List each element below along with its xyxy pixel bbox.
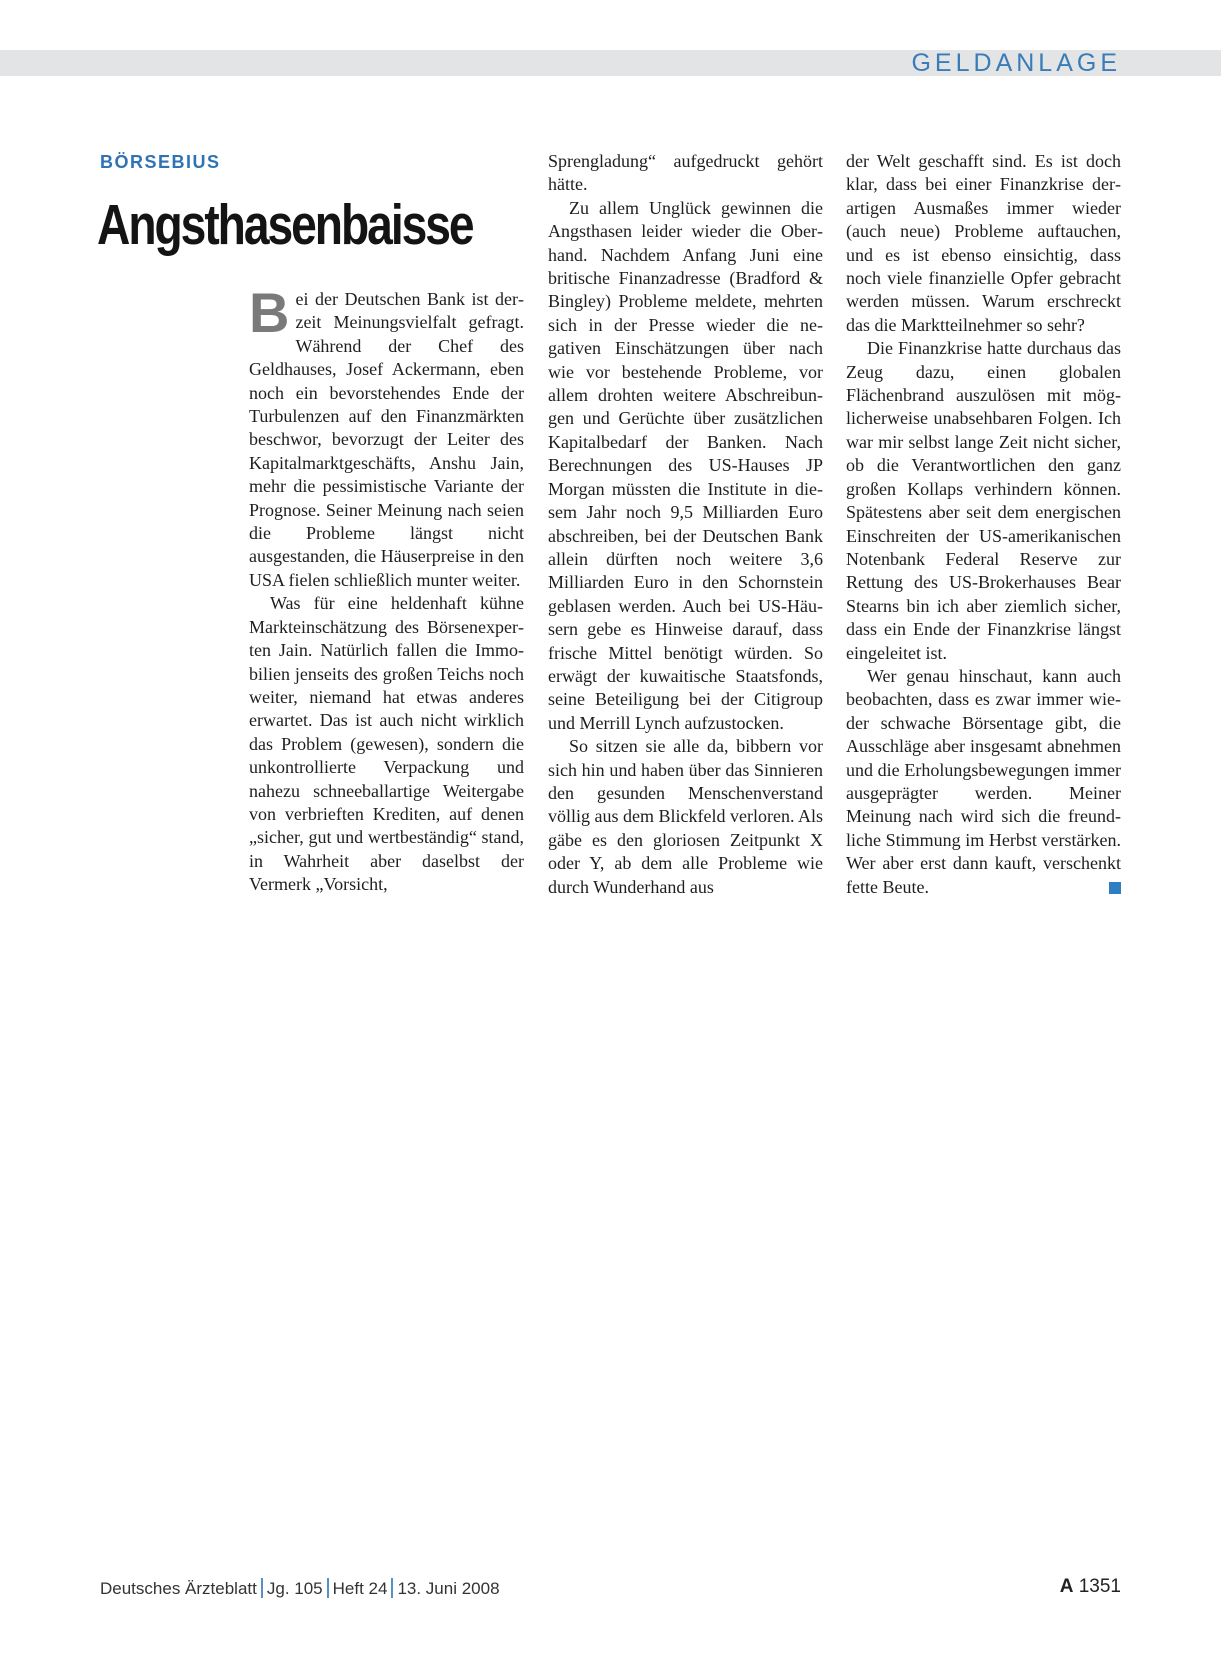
journal-volume: Jg. 105 bbox=[266, 1579, 323, 1598]
journal-name: Deutsches Ärzteblatt bbox=[100, 1579, 257, 1598]
article-column-2 bbox=[548, 150, 823, 899]
page-number-value: 1351 bbox=[1078, 1576, 1121, 1597]
separator bbox=[261, 1578, 263, 1598]
journal-issue: Heft 24 bbox=[332, 1579, 388, 1598]
page-prefix: A bbox=[1059, 1576, 1074, 1597]
section-label: GELDANLAGE bbox=[911, 49, 1121, 77]
footer-citation bbox=[100, 1578, 500, 1600]
separator bbox=[391, 1578, 393, 1598]
paragraph bbox=[249, 281, 524, 592]
paragraph-text: Wer genau hinschaut, kann auch beobachten, dass es zwar immer wieder schwache Börsentage gibt, die Ausschläge aber insgesamt abnehmen und die Erholungsbewegungen immer ausgeprägter werden. Meiner Meinung nach wird sich die freundliche Stimmung im Herbst verstärken. Wer aber erst dann kauft, verschenkt fette Beute. bbox=[846, 665, 1121, 897]
separator bbox=[327, 1578, 329, 1598]
dropcap: B bbox=[249, 281, 290, 344]
paragraph: Sprengladung“ aufgedruckt gehört hätte. bbox=[548, 151, 823, 195]
article-title: Angsthasenbaisse bbox=[97, 193, 473, 257]
paragraph: Was für eine heldenhaft kühne Markteinschätzung des Börsenexperten Jain. Natürlich fallen die Immobilien jenseits des großen Teichs noch weiter, niemand hat etwas anderes erwartet. Das ist auch nicht wirklich das Problem (gewesen), sondern die unkontrollierte Verpackung und nahezu schneeballartige Weitergabe von verbrieften Krediten, auf denen „sicher, gut und wertbeständig“ stand, in Wahrheit aber daselbst der Vermerk „Vorsicht, bbox=[249, 593, 524, 895]
paragraph-text: ei der Deutschen Bank ist derzeit Meinungsvielfalt gefragt. Während der Chef des Geldhauses, Josef Ackermann, eben noch ein bevorstehendes Ende der Turbulenzen auf den Finanzmärkten beschwor, bevorzugt der Leiter des Kapitalmarktgeschäfts, Anshu Jain, mehr die pessimistische Variante der Prognose. Seiner Meinung nach seien die Probleme längst nicht ausgestanden, die Häuserpreise in den USA fielen schließlich munter weiter. bbox=[249, 289, 524, 590]
paragraph bbox=[846, 665, 1121, 899]
issue-date: 13. Juni 2008 bbox=[397, 1579, 500, 1598]
page-number bbox=[1060, 1575, 1121, 1599]
paragraph: So sitzen sie alle da, bibbern vor sich hin und haben über das Sinnieren den gesunden Menschenverstand völlig aus dem Blickfeld verloren. Als gäbe es den gloriosen Zeitpunkt X oder Y, ab dem alle Probleme wie durch Wunderhand aus bbox=[548, 736, 823, 897]
article-column-3 bbox=[846, 150, 1121, 899]
paragraph: der Welt geschafft sind. Es ist doch klar, dass bei einer Finanzkrise derartigen Ausmaßes immer wieder (auch neue) Probleme auftauchen, und es ist ebenso einsichtig, dass noch viele finanzielle Opfer gebracht werden müssen. Warum erschreckt das die Marktteilnehmer so sehr? bbox=[846, 151, 1121, 335]
article-kicker: BÖRSEBIUS bbox=[100, 152, 221, 172]
end-of-article-square-icon bbox=[1109, 882, 1121, 894]
article-column-1 bbox=[249, 281, 524, 897]
paragraph: Zu allem Unglück gewinnen die Angsthasen leider wieder die Oberhand. Nachdem Anfang Juni eine britische Finanzadresse (Bradford & Bingley) Probleme meldete, mehrten sich in der Presse wieder die negativen Einschätzungen über nach wie vor bestehende Probleme, vor allem drohten weitere Abschreibungen und Gerüchte über zusätzlichen Kapitalbedarf der Banken. Nach Berechnungen des US-Hauses JP Morgan müssten die Institute in diesem Jahr noch 9,5 Milliarden Euro abschreiben, bei der Deutschen Bank allein dürften noch weitere 3,6 Milliarden Euro in den Schornstein geblasen werden. Auch bei US-Häusern gebe es Hinweise darauf, dass frische Mittel benötigt würden. So erwägt der kuwaitische Staatsfonds, seine Beteiligung bei der Citigroup und Merrill Lynch aufzustocken. bbox=[548, 197, 823, 733]
paragraph: Die Finanzkrise hatte durchaus das Zeug dazu, einen globalen Flächenbrand auszulösen mit möglicherweise unabsehbaren Folgen. Ich war mir selbst lange Zeit nicht sicher, ob die Verantwortlichen den ganz großen Kollaps verhindern können. Spätestens aber seit dem energischen Einschreiten der US-amerikanischen Notenbank Federal Reserve zur Rettung des US-Brokerhauses Bear Stearns bin ich aber ziemlich sicher, dass ein Ende der Finanzkrise längst eingeleitet ist. bbox=[846, 338, 1121, 663]
